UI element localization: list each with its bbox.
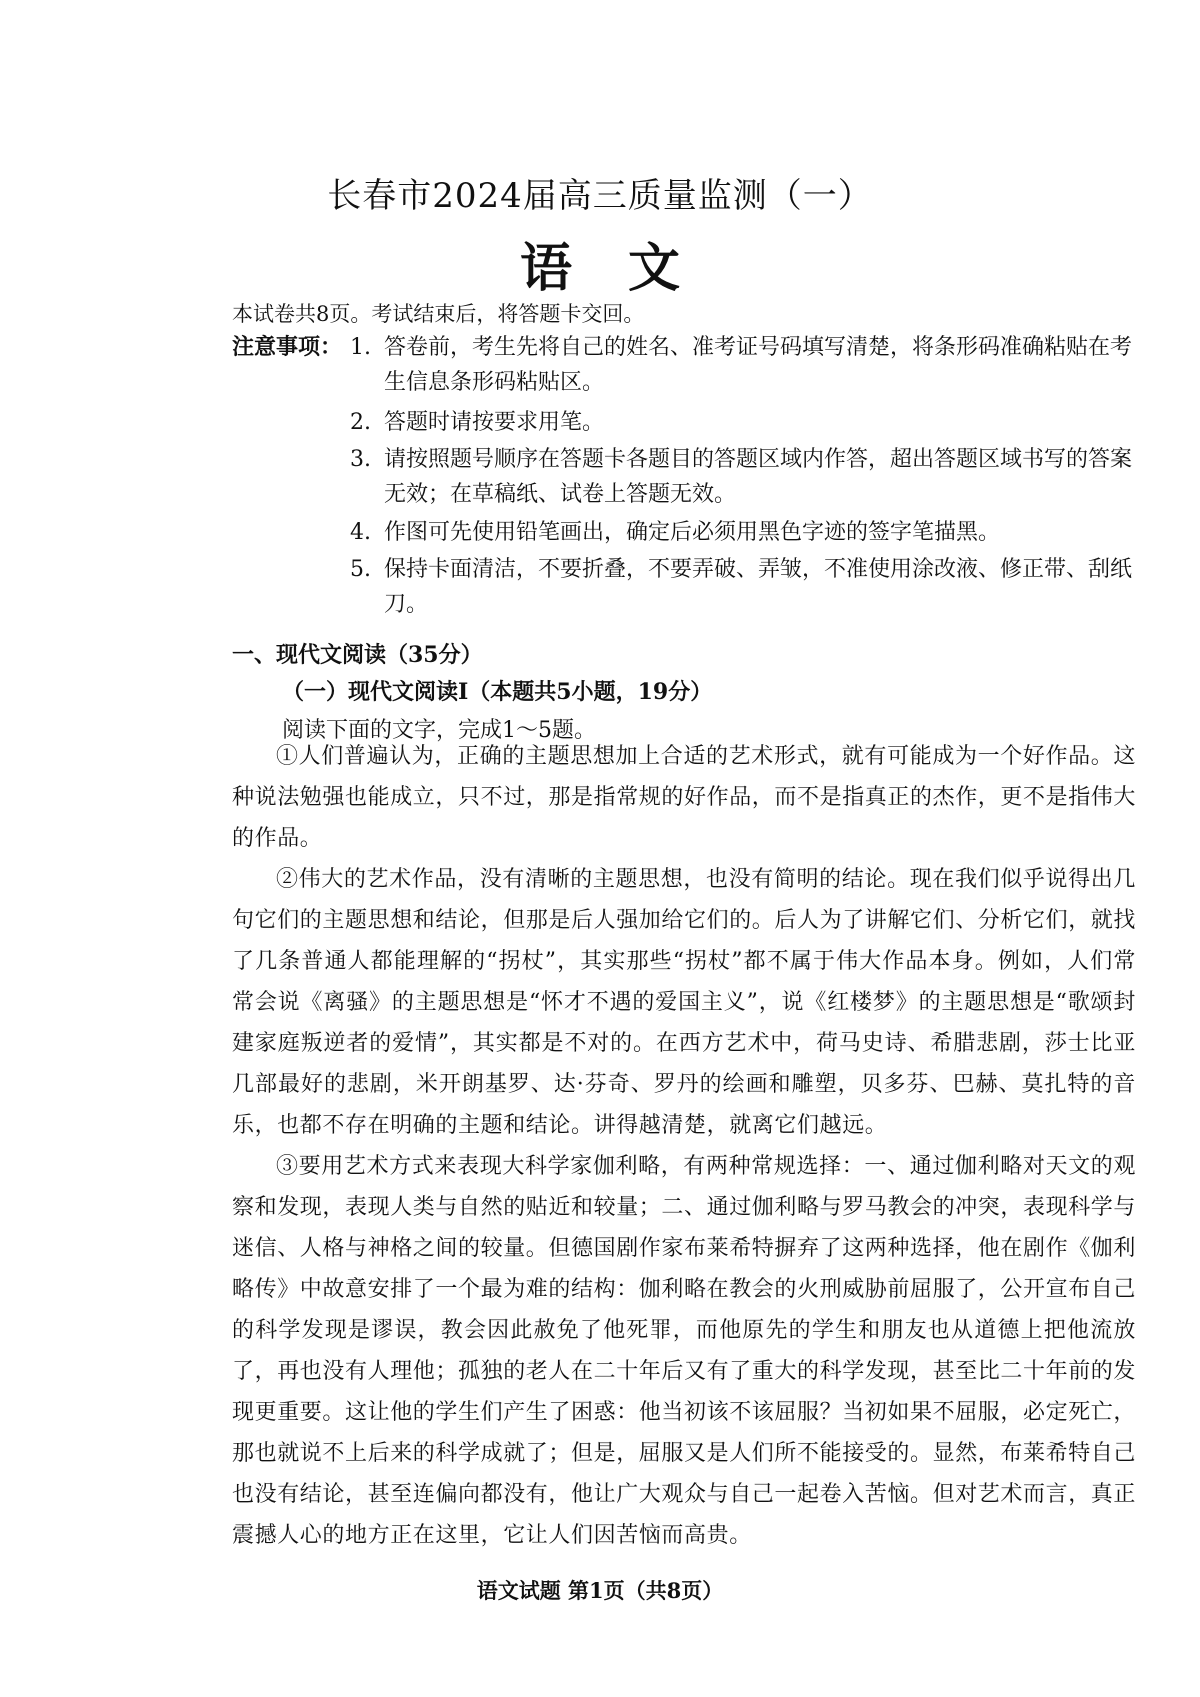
note-item bbox=[350, 442, 1140, 512]
intro-line: 本试卷共8页。考试结束后，将答题卡交回。 bbox=[232, 302, 645, 326]
note-number: 4. bbox=[350, 520, 371, 545]
section-heading: 一、现代文阅读（35分） bbox=[232, 642, 483, 668]
note-text: 答题时请按要求用笔。 bbox=[384, 410, 605, 435]
note-item bbox=[350, 552, 1140, 622]
paragraph-3: ③要用艺术方式来表现大科学家伽利略，有两种常规选择：一、通过伽利略对天文的观察和发现，表现人类与自然的贴近和较量；二、通过伽利略与罗马教会的冲突，表现科学与迷信、人格与神格之间的较量。但德国剧作家布莱希特摒弃了这两种选择，他在剧作《伽利略传》中故意安排了一个最为难的结构：伽利略在教会的火刑威胁前屈服了，公开宣布自己的科学发现是谬误，教会因此赦免了他死罪，而他原先的学生和朋友也从道德上把他流放了，再也没有人理他；孤独的老人在二十年后又有了重大的科学发现，甚至比二十年前的发现更重要。这让他的学生们产生了困惑：他当初该不该屈服？当初如果不屈服，必定死亡，那也就说不上后来的科学成就了；但是，屈服又是人们所不能接受的。显然，布莱希特自己也没有结论，甚至连偏向都没有，他让广大观众与自己一起卷入苦恼。但对艺术而言，真正震撼人心的地方正在这里，它让人们因苦恼而高贵。 bbox=[232, 1154, 1137, 1548]
exam-title: 长春市2024届高三质量监测（一） bbox=[327, 176, 873, 216]
note-item bbox=[350, 515, 1140, 550]
note-number: 5. bbox=[350, 557, 371, 582]
note-text: 答卷前，考生先将自己的姓名、准考证号码填写清楚，将条形码准确粘贴在考生信息条形码粘贴区。 bbox=[384, 335, 1133, 395]
paragraph-1: ①人们普遍认为，正确的主题思想加上合适的艺术形式，就有可能成为一个好作品。这种说法勉强也能成立，只不过，那是指常规的好作品，而不是指真正的杰作，更不是指伟大的作品。 bbox=[232, 744, 1137, 851]
note-number: 3. bbox=[350, 447, 371, 472]
reading-instruction: 阅读下面的文字，完成1～5题。 bbox=[282, 718, 596, 743]
note-item bbox=[350, 330, 1140, 400]
note-text: 请按照题号顺序在答题卡各题目的答题区域内作答，超出答题区域书写的答案无效；在草稿纸、试卷上答题无效。 bbox=[384, 447, 1133, 507]
subject-title: 语文 bbox=[519, 238, 736, 299]
note-text: 保持卡面清洁，不要折叠，不要弄破、弄皱，不准使用涂改液、修正带、刮纸刀。 bbox=[384, 557, 1133, 617]
page-footer: 语文试题 第1页（共8页） bbox=[476, 1578, 724, 1603]
paragraph-2: ②伟大的艺术作品，没有清晰的主题思想，也没有简明的结论。现在我们似乎说得出几句它们的主题思想和结论，但那是后人强加给它们的。后人为了讲解它们、分析它们，就找了几条普通人都能理解的“拐杖”，其实那些“拐杖”都不属于伟大作品本身。例如，人们常常会说《离骚》的主题思想是“怀才不遇的爱国主义”，说《红楼梦》的主题思想是“歌颂封建家庭叛逆者的爱情”，其实都是不对的。在西方艺术中，荷马史诗、希腊悲剧，莎士比亚几部最好的悲剧，米开朗基罗、达·芬奇、罗丹的绘画和雕塑，贝多芬、巴赫、莫扎特的音乐，也都不存在明确的主题和结论。讲得越清楚，就离它们越远。 bbox=[232, 867, 1137, 1138]
note-number: 2. bbox=[350, 410, 371, 435]
notes-label: 注意事项： bbox=[232, 334, 343, 360]
note-item bbox=[350, 405, 1140, 440]
note-text: 作图可先使用铅笔画出，确定后必须用黑色字迹的签字笔描黑。 bbox=[384, 520, 1001, 545]
note-number: 1. bbox=[350, 335, 371, 360]
sub-heading: （一）现代文阅读Ⅰ（本题共5小题，19分） bbox=[282, 679, 713, 705]
